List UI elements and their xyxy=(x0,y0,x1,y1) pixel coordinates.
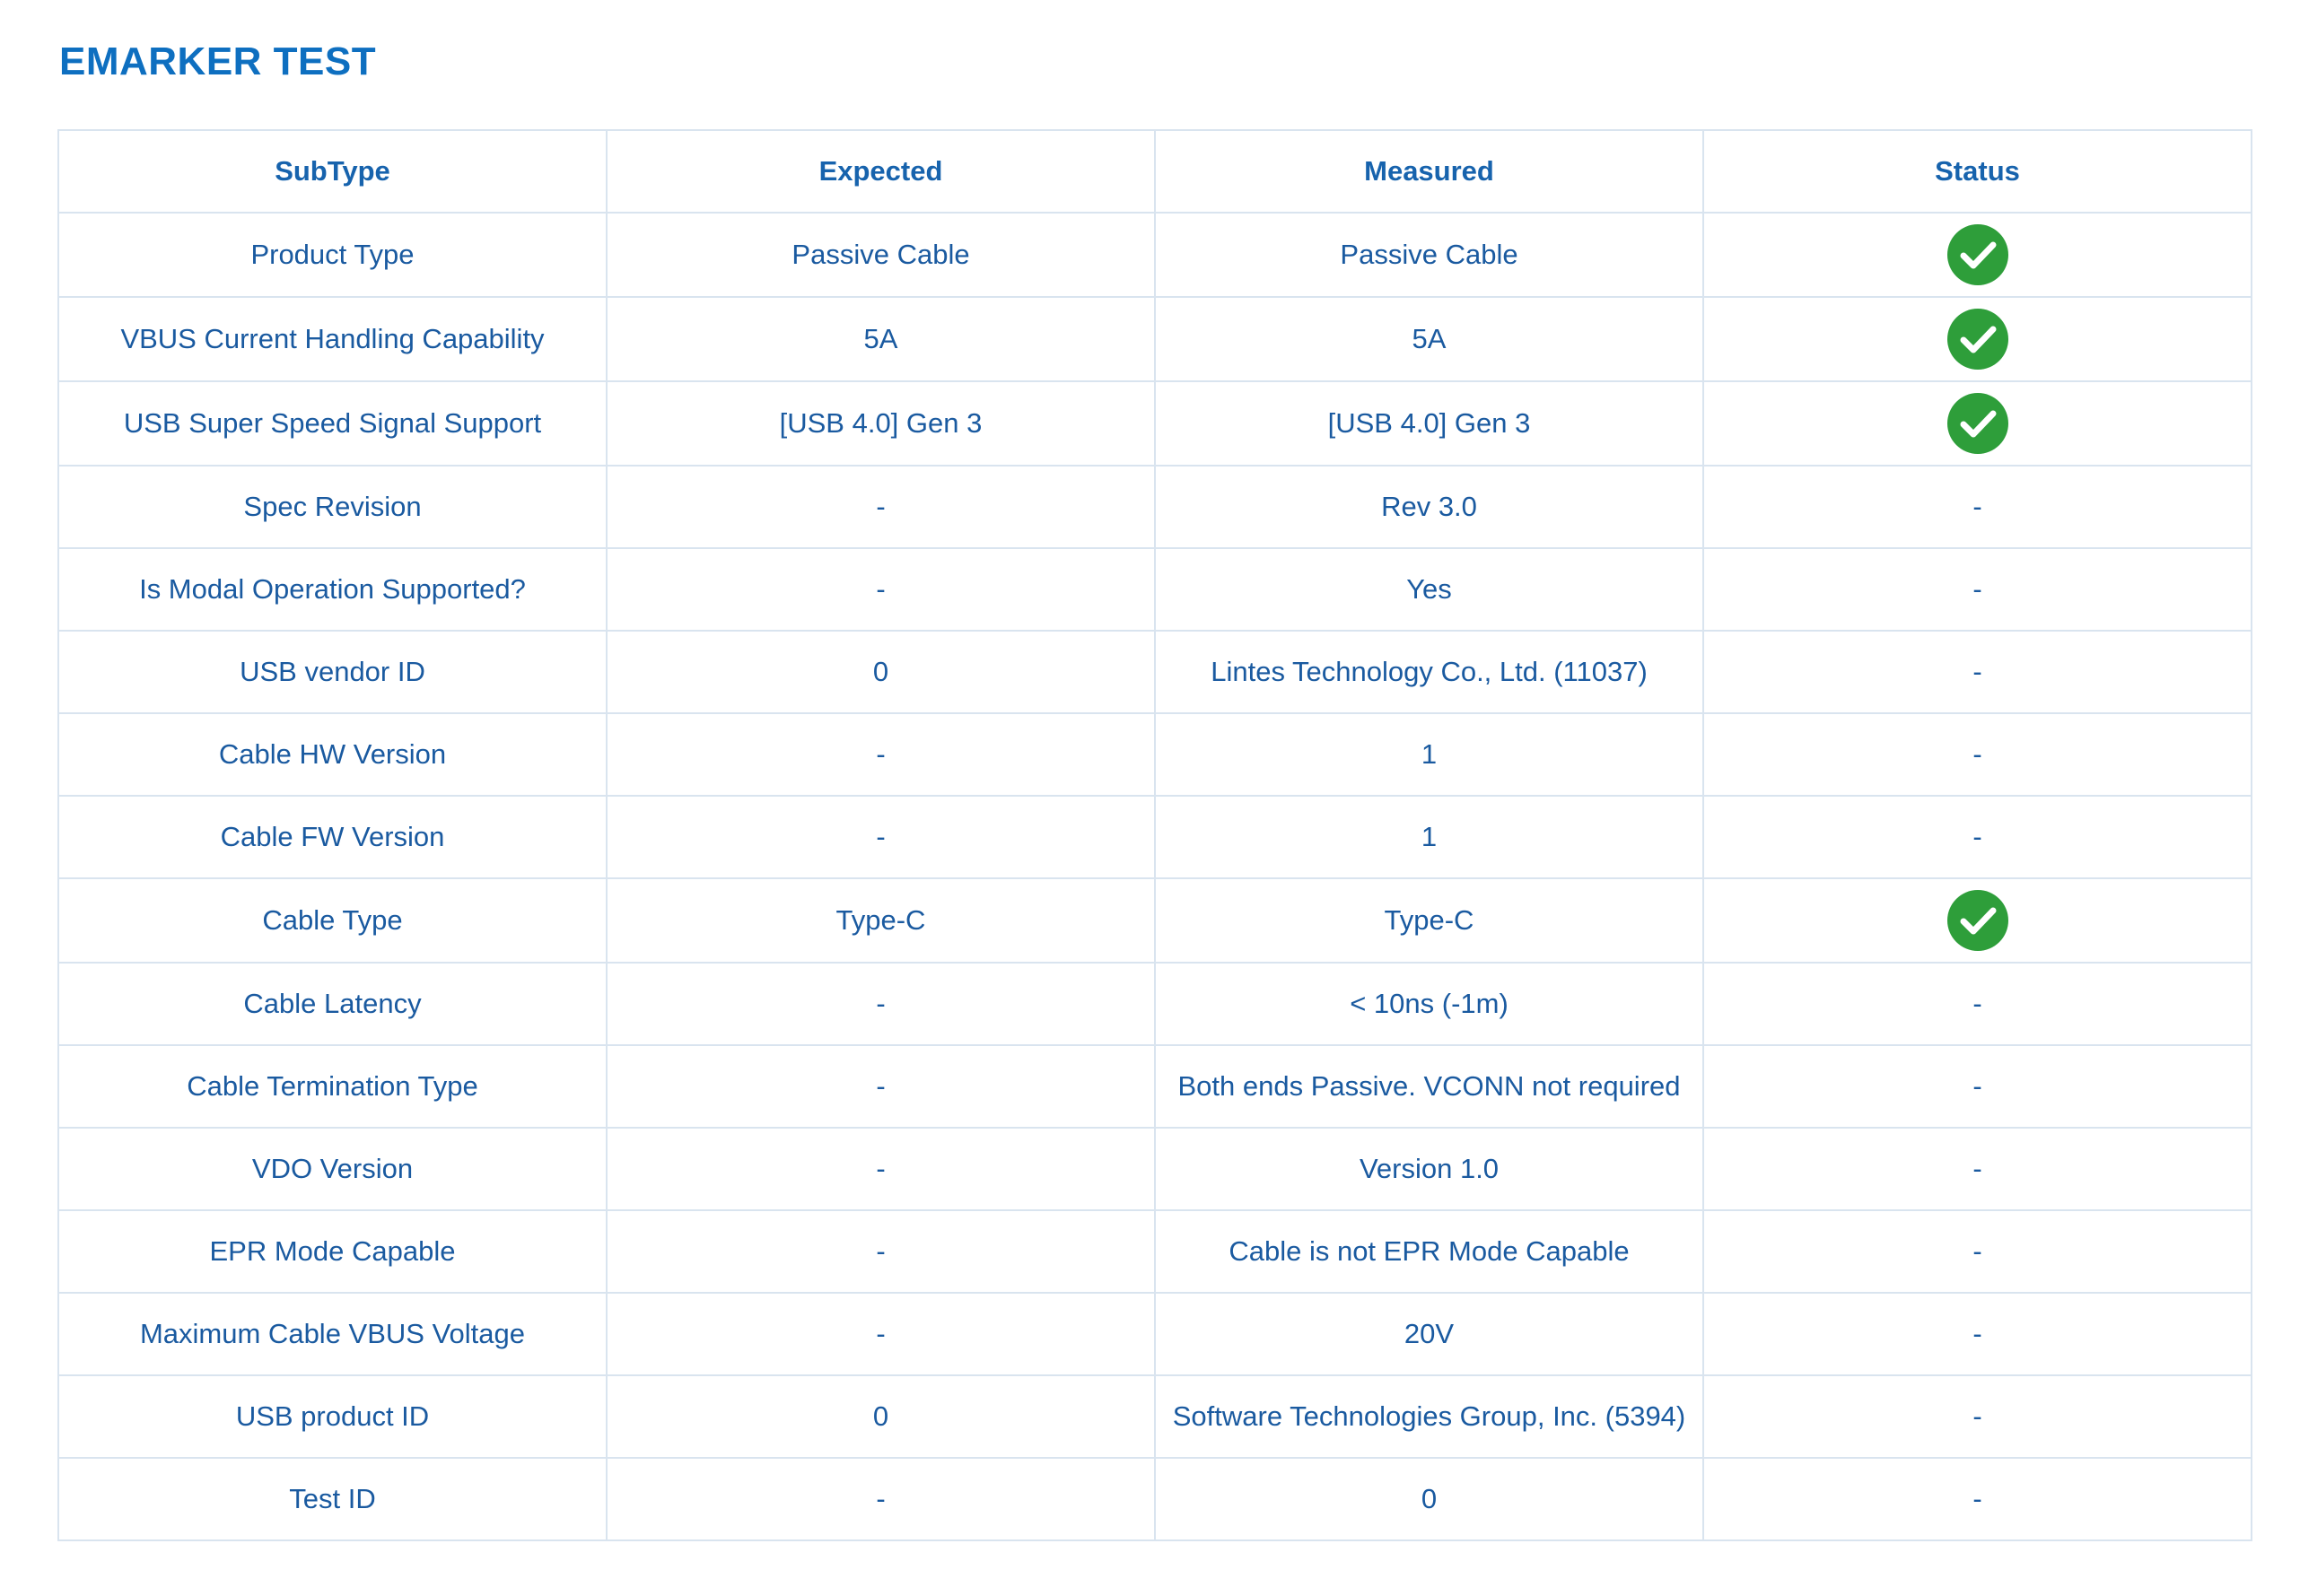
table-row xyxy=(58,1045,2252,1128)
column-header-expected: Expected xyxy=(607,130,1155,213)
cell-expected: Passive Cable xyxy=(607,213,1155,297)
table-row xyxy=(58,878,2252,963)
cell-status: - xyxy=(1703,1293,2252,1375)
cell-expected: Type-C xyxy=(607,878,1155,963)
cell-status: - xyxy=(1703,631,2252,713)
cell-measured: 20V xyxy=(1155,1293,1703,1375)
cell-subtype: Cable Termination Type xyxy=(58,1045,607,1128)
cell-measured: Both ends Passive. VCONN not required xyxy=(1155,1045,1703,1128)
cell-measured: 0 xyxy=(1155,1458,1703,1540)
check-circle-icon xyxy=(1946,223,2009,286)
table-row xyxy=(58,466,2252,548)
cell-measured: < 10ns (-1m) xyxy=(1155,963,1703,1045)
cell-measured: 5A xyxy=(1155,297,1703,381)
cell-subtype: Cable Type xyxy=(58,878,607,963)
cell-status xyxy=(1703,297,2252,381)
cell-measured: Yes xyxy=(1155,548,1703,631)
table-row xyxy=(58,1293,2252,1375)
cell-expected: - xyxy=(607,713,1155,796)
cell-expected: 0 xyxy=(607,1375,1155,1458)
cell-status xyxy=(1703,213,2252,297)
check-circle-icon xyxy=(1946,308,2009,371)
table-row xyxy=(58,1128,2252,1210)
cell-expected: - xyxy=(607,1210,1155,1293)
cell-expected: - xyxy=(607,1045,1155,1128)
table-row xyxy=(58,1375,2252,1458)
cell-status xyxy=(1703,878,2252,963)
cell-measured: 1 xyxy=(1155,713,1703,796)
cell-measured: Cable is not EPR Mode Capable xyxy=(1155,1210,1703,1293)
cell-status: - xyxy=(1703,548,2252,631)
cell-subtype: USB product ID xyxy=(58,1375,607,1458)
cell-expected: - xyxy=(607,796,1155,878)
cell-subtype: Cable HW Version xyxy=(58,713,607,796)
table-body xyxy=(58,213,2252,1540)
cell-measured: Software Technologies Group, Inc. (5394) xyxy=(1155,1375,1703,1458)
cell-expected: [USB 4.0] Gen 3 xyxy=(607,381,1155,466)
cell-status: - xyxy=(1703,1045,2252,1128)
table-row xyxy=(58,381,2252,466)
cell-subtype: Cable Latency xyxy=(58,963,607,1045)
cell-status: - xyxy=(1703,1128,2252,1210)
column-header-subtype: SubType xyxy=(58,130,607,213)
cell-measured: Lintes Technology Co., Ltd. (11037) xyxy=(1155,631,1703,713)
cell-status: - xyxy=(1703,1458,2252,1540)
cell-measured: Version 1.0 xyxy=(1155,1128,1703,1210)
table-row xyxy=(58,631,2252,713)
cell-status: - xyxy=(1703,713,2252,796)
cell-subtype: VDO Version xyxy=(58,1128,607,1210)
table-row xyxy=(58,1210,2252,1293)
emarker-results-table xyxy=(57,129,2252,1541)
cell-subtype: Test ID xyxy=(58,1458,607,1540)
cell-subtype: USB vendor ID xyxy=(58,631,607,713)
cell-measured: Passive Cable xyxy=(1155,213,1703,297)
column-header-measured: Measured xyxy=(1155,130,1703,213)
cell-subtype: Product Type xyxy=(58,213,607,297)
cell-status: - xyxy=(1703,963,2252,1045)
cell-expected: - xyxy=(607,1293,1155,1375)
table-header-row xyxy=(58,130,2252,213)
cell-subtype: Is Modal Operation Supported? xyxy=(58,548,607,631)
table-row xyxy=(58,1458,2252,1540)
cell-status: - xyxy=(1703,1210,2252,1293)
cell-expected: - xyxy=(607,963,1155,1045)
page-title: EMARKER TEST xyxy=(59,39,377,83)
table-row xyxy=(58,213,2252,297)
cell-expected: - xyxy=(607,548,1155,631)
table-row xyxy=(58,713,2252,796)
cell-subtype: Maximum Cable VBUS Voltage xyxy=(58,1293,607,1375)
cell-expected: - xyxy=(607,466,1155,548)
table-row xyxy=(58,548,2252,631)
check-circle-icon xyxy=(1946,392,2009,455)
cell-measured: 1 xyxy=(1155,796,1703,878)
cell-subtype: Spec Revision xyxy=(58,466,607,548)
cell-status: - xyxy=(1703,796,2252,878)
cell-measured: Type-C xyxy=(1155,878,1703,963)
table-row xyxy=(58,297,2252,381)
table-row xyxy=(58,796,2252,878)
cell-status xyxy=(1703,381,2252,466)
cell-subtype: VBUS Current Handling Capability xyxy=(58,297,607,381)
check-circle-icon xyxy=(1946,889,2009,952)
cell-expected: - xyxy=(607,1128,1155,1210)
column-header-status: Status xyxy=(1703,130,2252,213)
cell-status: - xyxy=(1703,466,2252,548)
cell-measured: [USB 4.0] Gen 3 xyxy=(1155,381,1703,466)
cell-expected: - xyxy=(607,1458,1155,1540)
cell-subtype: EPR Mode Capable xyxy=(58,1210,607,1293)
table-row xyxy=(58,963,2252,1045)
cell-subtype: USB Super Speed Signal Support xyxy=(58,381,607,466)
cell-expected: 0 xyxy=(607,631,1155,713)
cell-measured: Rev 3.0 xyxy=(1155,466,1703,548)
cell-status: - xyxy=(1703,1375,2252,1458)
cell-subtype: Cable FW Version xyxy=(58,796,607,878)
cell-expected: 5A xyxy=(607,297,1155,381)
